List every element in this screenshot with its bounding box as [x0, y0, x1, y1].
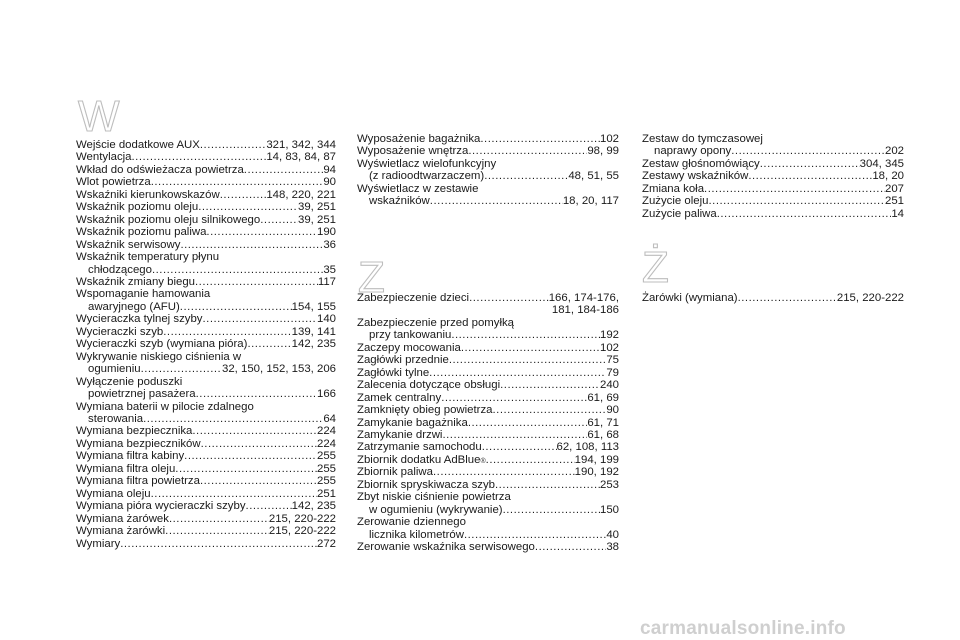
index-term-continuation: przy tankowaniu: [369, 329, 452, 342]
section-letter-w: W: [78, 92, 120, 141]
index-term: Zerowanie dziennego: [357, 516, 466, 529]
page-numbers: 255: [316, 475, 336, 488]
page-numbers: 61, 68: [587, 428, 619, 441]
index-term: Wkład do odświeżacza powietrza: [76, 163, 244, 176]
section-letter-z: Z: [358, 253, 385, 302]
index-term: Zerowanie wskaźnika serwisowego: [357, 541, 535, 554]
index-term: Wymiana filtra kabiny: [76, 450, 185, 463]
index-term: Wyłączenie poduszki: [76, 375, 183, 388]
page-numbers: 255: [316, 462, 336, 475]
index-entry: [76, 450, 336, 462]
page-numbers: 102: [599, 341, 619, 354]
page-numbers: 90: [323, 176, 336, 189]
page-numbers: 32, 150, 152, 153, 206: [221, 363, 336, 376]
index-term: Wskaźnik poziomu oleju silnikowego: [76, 213, 261, 226]
index-term: Zbyt niskie ciśnienie powietrza: [357, 491, 511, 504]
index-entry: [76, 251, 336, 276]
index-term: Wycieraczki szyb: [76, 325, 164, 338]
index-term: Wyświetlacz wielofunkcyjny: [357, 157, 497, 170]
leader-dots: [495, 479, 600, 491]
index-term: Wskaźnik poziomu oleju: [76, 201, 199, 214]
leader-dots: [132, 151, 267, 163]
index-list-w-continued: [357, 133, 619, 208]
leader-dots: [493, 404, 607, 416]
leader-dots: [717, 208, 892, 220]
index-term: Zestaw do tymczasowej: [642, 133, 763, 145]
leader-dots: [442, 429, 587, 441]
leader-dots: [201, 438, 317, 450]
index-term: Zalecenia dotyczące obsługi: [357, 379, 501, 392]
leader-dots: [151, 176, 324, 188]
leader-dots: [200, 475, 317, 487]
index-term: Zestaw głośnomówiący: [642, 157, 760, 170]
index-entry: [357, 145, 619, 157]
leader-dots: [206, 226, 317, 238]
index-term-continuation: powietrznej pasażera: [88, 388, 196, 401]
leader-dots: [708, 195, 885, 207]
index-term: Wymiana pióra wycieraczki szyby: [76, 500, 246, 513]
page-numbers: 192: [599, 329, 619, 342]
index-entry: [76, 401, 336, 426]
index-entry: [76, 201, 336, 213]
leader-dots: [484, 170, 568, 182]
index-entry: [76, 239, 336, 251]
page-numbers: 166: [316, 388, 336, 401]
index-entry: [76, 475, 336, 487]
index-entry: [357, 541, 619, 553]
index-term: Zmiana koła: [642, 182, 705, 195]
index-term: Wymiana filtra oleju: [76, 462, 176, 475]
page-numbers: 38: [606, 541, 619, 554]
index-term-continuation: wskaźników: [369, 195, 430, 208]
page-numbers: 61, 71: [587, 416, 619, 429]
index-term: Zaczepy mocowania: [357, 341, 461, 354]
index-entry: [642, 170, 904, 182]
leader-dots: [482, 441, 557, 453]
index-entry: [76, 313, 336, 325]
page-numbers: 304, 345: [859, 157, 904, 170]
page-numbers: 79: [606, 366, 619, 379]
leader-dots: [192, 425, 317, 437]
leader-dots: [441, 392, 587, 404]
index-entry: [642, 208, 904, 220]
index-term: Wymiana bezpieczników: [76, 437, 201, 450]
index-entry: [76, 500, 336, 512]
leader-dots: [451, 329, 600, 341]
page-numbers: 139, 141: [291, 325, 336, 338]
index-entry: [76, 226, 336, 238]
index-list-z-dot: [642, 292, 904, 304]
index-term: Zamknięty obieg powietrza: [357, 404, 493, 417]
index-entry: [76, 513, 336, 525]
index-term: Zbiornik paliwa: [357, 466, 433, 479]
leader-dots: [180, 301, 292, 313]
leader-dots: [748, 170, 872, 182]
page-numbers: 75: [606, 354, 619, 367]
index-term: Wykrywanie niskiego ciśnienia w: [76, 350, 242, 363]
page-numbers: 150: [599, 503, 619, 516]
leader-dots: [430, 195, 563, 207]
page-numbers: 14, 83, 84, 87: [266, 151, 336, 164]
leader-dots: [429, 367, 606, 379]
index-term: Wejście dodatkowe AUX: [76, 139, 200, 151]
index-term: Zużycie oleju: [642, 195, 709, 208]
index-term: Wskaźnik serwisowy: [76, 238, 181, 251]
page-numbers: 39, 251: [297, 201, 336, 214]
leader-dots: [260, 214, 298, 226]
index-entry: [357, 367, 619, 379]
index-entry: [357, 441, 619, 453]
leader-dots: [500, 379, 600, 391]
page-numbers: 154, 155: [291, 300, 336, 313]
leader-dots: [731, 145, 885, 157]
index-entry: [76, 164, 336, 176]
page-numbers: 36: [323, 238, 336, 251]
page-numbers: 117: [317, 275, 336, 288]
index-list-w: [76, 139, 336, 550]
leader-dots: [141, 363, 222, 375]
index-entry: [76, 438, 336, 450]
page-numbers: 190: [316, 226, 336, 239]
page-numbers: 14: [891, 207, 904, 220]
index-term: Wskaźnik temperatury płynu: [76, 251, 220, 264]
index-entry: [357, 354, 619, 366]
index-entry: [76, 326, 336, 338]
leader-dots: [180, 239, 323, 251]
index-entry: [76, 351, 336, 376]
index-term: Zestawy wskaźników: [642, 170, 749, 183]
index-entry: [76, 425, 336, 437]
page-numbers: 253: [599, 478, 619, 491]
index-term: Wspomaganie hamowania: [76, 288, 211, 301]
index-entry: [76, 488, 336, 500]
page-numbers: 190, 192: [574, 466, 619, 479]
index-term: Żarówki (wymiana): [642, 292, 738, 304]
index-entry: [357, 342, 619, 354]
index-term-continuation: w ogumieniu (wykrywanie): [369, 503, 503, 516]
index-term: Wlot powietrza: [76, 176, 151, 189]
page-numbers: 251: [884, 195, 904, 208]
index-term: Zużycie paliwa: [642, 207, 717, 220]
index-term: Wymiana bezpiecznika: [76, 425, 193, 438]
index-term: Wycieraczka tylnej szyby: [76, 313, 203, 326]
index-term-continuation: sterowania: [88, 412, 144, 425]
leader-dots: [760, 158, 860, 170]
index-term: Zamykanie drzwi: [357, 428, 443, 441]
index-term-continuation: ogumieniu: [88, 363, 141, 376]
leader-dots: [535, 541, 606, 553]
index-term: Wymiana żarówek: [76, 512, 169, 525]
index-entry: [357, 392, 619, 404]
page-numbers: 61, 69: [587, 391, 619, 404]
index-entry: [76, 176, 336, 188]
page-numbers: 321, 342, 344: [266, 139, 336, 151]
leader-dots: [196, 388, 317, 400]
index-entry: [642, 183, 904, 195]
index-entry: [76, 463, 336, 475]
leader-dots: [175, 463, 317, 475]
index-list-z: [357, 292, 619, 554]
watermark: carmanualsonline.info: [640, 618, 846, 639]
index-entry: [642, 133, 904, 158]
index-term: Wentylacja: [76, 151, 132, 164]
page-numbers-continued: 181, 184-186: [551, 304, 619, 317]
leader-dots: [433, 466, 575, 478]
page-numbers: 142, 235: [291, 500, 336, 513]
page-numbers: 207: [884, 182, 904, 195]
leader-dots: [469, 292, 549, 304]
leader-dots: [247, 338, 291, 350]
index-entry: [357, 158, 619, 183]
index-term: Wymiana baterii w pilocie zdalnego: [76, 400, 254, 413]
page-numbers: 62, 108, 113: [556, 441, 619, 454]
leader-dots: [200, 139, 266, 151]
index-entry: [357, 183, 619, 208]
leader-dots: [503, 504, 600, 516]
index-entry: [357, 404, 619, 416]
index-entry: [76, 151, 336, 163]
leader-dots: [165, 525, 269, 537]
index-term: Wyświetlacz w zestawie: [357, 182, 479, 195]
leader-dots: [151, 488, 317, 500]
index-term: Wycieraczki szyb (wymiana pióra): [76, 338, 248, 351]
leader-dots: [461, 342, 600, 354]
index-term: Zagłówki tylne: [357, 366, 430, 379]
index-entry: [642, 195, 904, 207]
index-term: Zagłówki przednie: [357, 354, 449, 367]
page-numbers: 98, 99: [587, 145, 619, 158]
leader-dots: [152, 264, 323, 276]
page-numbers: 272: [316, 537, 336, 550]
index-term: Wymiana filtra powietrza: [76, 475, 200, 488]
leader-dots: [480, 133, 600, 145]
section-letter-z-dot: Ż: [642, 243, 669, 292]
index-term-continuation: awaryjnego (AFU): [88, 300, 180, 313]
index-entry: [76, 525, 336, 537]
page-numbers: 215, 220-222: [268, 525, 336, 538]
page-numbers: 35: [323, 263, 336, 276]
page-numbers: 140: [316, 313, 336, 326]
leader-dots: [163, 326, 291, 338]
page-numbers: 64: [323, 412, 336, 425]
index-entry: [357, 417, 619, 429]
index-entry: [357, 429, 619, 441]
index-term: Wymiana żarówki: [76, 525, 166, 538]
leader-dots: [198, 201, 298, 213]
page-numbers: 39, 251: [297, 213, 336, 226]
index-entry: [357, 133, 619, 145]
page-numbers: 142, 235: [291, 338, 336, 351]
index-term: Wymiana oleju: [76, 487, 151, 500]
leader-dots: [486, 454, 575, 466]
index-entry: [76, 338, 336, 350]
index-term-continuation: licznika kilometrów: [369, 528, 464, 541]
page-numbers: 215, 220-222: [268, 512, 336, 525]
leader-dots: [195, 276, 318, 288]
index-term: Zamek centralny: [357, 391, 442, 404]
page-numbers: 40: [606, 528, 619, 541]
leader-dots: [220, 189, 267, 201]
index-term: Wymiary: [76, 537, 121, 550]
index-term: Wyposażenie bagażnika: [357, 133, 481, 145]
index-entry: [642, 158, 904, 170]
index-term: Wyposażenie wnętrza: [357, 145, 469, 158]
index-entry: [76, 139, 336, 151]
index-entry: [357, 292, 619, 317]
page-numbers: 224: [316, 437, 336, 450]
page-numbers: 202: [884, 145, 904, 158]
index-entry: [642, 292, 904, 304]
index-entry: [76, 538, 336, 550]
index-term: Wskaźniki kierunkowskazów: [76, 188, 220, 201]
page-numbers: 240: [599, 379, 619, 392]
leader-dots: [246, 500, 292, 512]
index-entry: [357, 491, 619, 516]
index-entry: [76, 376, 336, 401]
leader-dots: [468, 417, 588, 429]
leader-dots: [203, 313, 317, 325]
leader-dots: [184, 450, 317, 462]
index-entry: [76, 276, 336, 288]
index-entry: [76, 189, 336, 201]
leader-dots: [143, 413, 323, 425]
page-numbers: 18, 20, 117: [562, 195, 619, 208]
page-numbers: 255: [316, 450, 336, 463]
leader-dots: [738, 292, 837, 304]
index-entry: Zbiornik dodatku AdBlue ® ..... 194, 199: [357, 454, 619, 466]
index-term: Wskaźnik poziomu paliwa: [76, 226, 207, 239]
page-numbers: 148, 220, 221: [266, 188, 336, 201]
page-numbers: 251: [316, 487, 336, 500]
index-entry: [76, 288, 336, 313]
index-term-continuation: chłodzącego: [88, 263, 152, 276]
leader-dots: [449, 354, 607, 366]
index-entry: [357, 379, 619, 391]
index-entry: [76, 214, 336, 226]
page-numbers: 194, 199: [574, 453, 619, 466]
index-term: Zamykanie bagażnika: [357, 416, 468, 429]
index-term: Zabezpieczenie przed pomyłką: [357, 316, 515, 329]
page-numbers: 48, 51, 55: [568, 170, 619, 183]
leader-dots: [120, 538, 317, 550]
page-numbers: 90: [606, 404, 619, 417]
leader-dots: [704, 183, 885, 195]
index-term-continuation: (z radioodtwarzaczem): [369, 170, 485, 183]
leader-dots: [464, 529, 606, 541]
page-numbers: 215, 220-222: [836, 292, 904, 304]
leader-dots: [169, 513, 269, 525]
page-numbers: 224: [316, 425, 336, 438]
index-term: Zbiornik dodatku AdBlue: [357, 453, 481, 466]
index-entry: [357, 479, 619, 491]
page-numbers: 18, 20: [872, 170, 904, 183]
index-term-continuation: naprawy opony: [654, 145, 732, 158]
index-term: Zbiornik spryskiwacza szyb: [357, 478, 495, 491]
index-term: Zabezpieczenie dzieci: [357, 292, 470, 304]
index-entry: [357, 516, 619, 541]
leader-dots: [468, 145, 587, 157]
page-numbers: 94: [323, 163, 336, 176]
index-list-z-continued: [642, 133, 904, 220]
page-numbers: 166, 174-176,: [548, 292, 619, 304]
leader-dots: [244, 164, 324, 176]
index-term: Zatrzymanie samochodu: [357, 441, 482, 454]
index-entry: [357, 317, 619, 342]
index-entry: [357, 466, 619, 478]
page-numbers: 102: [599, 133, 619, 145]
index-term: Wskaźnik zmiany biegu: [76, 275, 196, 288]
